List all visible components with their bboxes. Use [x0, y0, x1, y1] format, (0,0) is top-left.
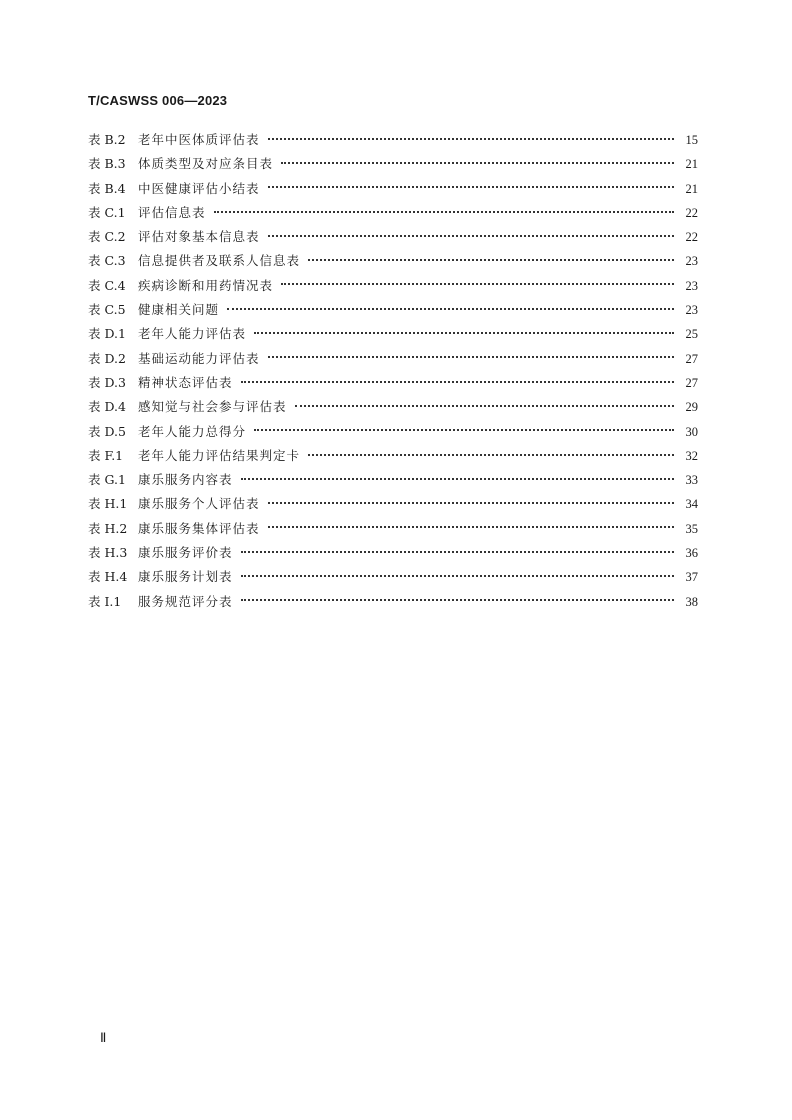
toc-entry-page: 23 [685, 278, 698, 293]
toc-dot-leader [241, 574, 674, 577]
toc-entry[interactable] [88, 298, 698, 322]
toc-entry-page: 15 [685, 133, 698, 147]
toc-entry-page: 27 [685, 375, 698, 390]
toc-dot-leader [241, 380, 674, 383]
toc-entry-number: 表 C.4 [88, 277, 126, 293]
toc-dot-leader [268, 137, 674, 140]
toc-entry[interactable] [88, 322, 698, 346]
toc-dot-leader [281, 161, 674, 164]
toc-entry-title: 康乐服务个人评估表 [138, 496, 260, 512]
toc-entry-number: 表 F.1 [88, 447, 124, 463]
toc-dot-leader [281, 282, 674, 285]
toc-entry-page: 34 [685, 497, 698, 512]
toc-entry[interactable] [88, 371, 698, 395]
toc-entry-title: 信息提供者及联系人信息表 [138, 253, 301, 269]
toc-entry-title: 健康相关问题 [138, 302, 220, 318]
toc-entry-number: 表 D.5 [88, 423, 126, 439]
toc-dot-leader [241, 598, 674, 601]
toc-entry-number: 表 D.2 [88, 350, 126, 366]
toc-entry-number: 表 I.1 [88, 593, 122, 609]
toc-entry-page: 21 [685, 181, 698, 196]
toc-entry-title: 老年中医体质评估表 [138, 132, 260, 147]
toc-entry[interactable] [88, 152, 698, 176]
table-of-contents [88, 128, 698, 614]
toc-entry-title: 康乐服务集体评估表 [138, 520, 260, 536]
toc-entry[interactable] [88, 420, 698, 444]
toc-entry-number: 表 G.1 [88, 472, 126, 488]
toc-entry-number: 表 C.2 [88, 229, 126, 245]
toc-entry[interactable] [88, 468, 698, 492]
toc-entry-page: 29 [685, 400, 698, 415]
toc-dot-leader [241, 477, 674, 480]
toc-entry[interactable] [88, 274, 698, 298]
toc-dot-leader [268, 501, 674, 504]
toc-entry-number: 表 D.4 [88, 399, 126, 415]
toc-entry-number: 表 H.1 [88, 496, 128, 512]
page-number: Ⅱ [100, 1030, 107, 1045]
toc-entry-page: 21 [685, 157, 698, 172]
toc-entry[interactable] [88, 517, 698, 541]
toc-entry[interactable] [88, 590, 698, 614]
toc-entry-title: 康乐服务评价表 [138, 545, 233, 561]
toc-dot-leader [308, 453, 674, 456]
toc-dot-leader [268, 355, 674, 358]
toc-entry-page: 35 [685, 521, 698, 536]
toc-dot-leader [227, 307, 674, 310]
toc-entry[interactable] [88, 225, 698, 249]
toc-dot-leader [241, 550, 674, 553]
toc-dot-leader [254, 331, 674, 334]
toc-entry-number: 表 B.4 [88, 180, 126, 196]
toc-entry[interactable] [88, 444, 698, 468]
toc-entry-title: 康乐服务内容表 [138, 472, 233, 488]
toc-entry-title: 中医健康评估小结表 [138, 180, 260, 196]
toc-dot-leader [214, 210, 674, 213]
toc-entry[interactable] [88, 201, 698, 225]
toc-entry[interactable] [88, 347, 698, 371]
toc-entry-page: 27 [685, 351, 698, 366]
toc-entry[interactable] [88, 492, 698, 516]
toc-entry[interactable] [88, 177, 698, 201]
toc-entry-title: 老年人能力评估结果判定卡 [138, 447, 301, 463]
toc-entry-page: 38 [685, 594, 698, 609]
toc-entry-number: 表 C.3 [88, 253, 126, 269]
toc-entry-page: 37 [685, 570, 698, 585]
toc-dot-leader [268, 185, 674, 188]
toc-entry-page: 33 [685, 473, 698, 488]
toc-entry[interactable] [88, 395, 698, 419]
toc-dot-leader [254, 428, 674, 431]
toc-entry-page: 25 [685, 327, 698, 342]
toc-entry-title: 康乐服务计划表 [138, 569, 233, 585]
toc-entry-title: 疾病诊断和用药情况表 [138, 277, 274, 293]
toc-entry-title: 基础运动能力评估表 [138, 350, 260, 366]
toc-entry-page: 22 [685, 205, 698, 220]
toc-entry-page: 23 [685, 254, 698, 269]
toc-dot-leader [268, 525, 674, 528]
toc-entry[interactable] [88, 541, 698, 565]
toc-entry[interactable] [88, 249, 698, 273]
toc-entry-number: 表 B.3 [88, 156, 126, 172]
toc-dot-leader [308, 258, 674, 261]
toc-entry-page: 30 [685, 424, 698, 439]
toc-entry-title: 老年人能力总得分 [138, 423, 247, 439]
toc-entry-number: 表 H.3 [88, 545, 128, 561]
toc-entry-title: 体质类型及对应条目表 [138, 156, 274, 172]
toc-entry[interactable] [88, 128, 698, 152]
toc-entry-title: 老年人能力评估表 [138, 326, 247, 342]
toc-entry-number: 表 D.1 [88, 326, 126, 342]
toc-entry-title: 精神状态评估表 [138, 374, 233, 390]
document-header: T/CASWSS 006—2023 [88, 93, 228, 108]
toc-entry-page: 22 [685, 230, 698, 245]
toc-entry[interactable] [88, 565, 698, 589]
toc-entry-title: 评估对象基本信息表 [138, 229, 260, 245]
toc-entry-number: 表 C.5 [88, 302, 126, 318]
toc-entry-number: 表 H.4 [88, 569, 128, 585]
toc-dot-leader [295, 404, 674, 407]
toc-entry-number: 表 C.1 [88, 204, 126, 220]
toc-entry-number: 表 D.3 [88, 374, 126, 390]
toc-entry-title: 服务规范评分表 [138, 593, 233, 609]
toc-entry-number: 表 H.2 [88, 520, 128, 536]
toc-entry-page: 36 [685, 546, 698, 561]
toc-entry-title: 评估信息表 [138, 204, 206, 220]
toc-entry-title: 感知觉与社会参与评估表 [138, 399, 287, 415]
toc-entry-page: 32 [685, 448, 698, 463]
toc-entry-number: 表 B.2 [88, 132, 126, 147]
toc-entry-page: 23 [685, 303, 698, 318]
toc-dot-leader [268, 234, 674, 237]
